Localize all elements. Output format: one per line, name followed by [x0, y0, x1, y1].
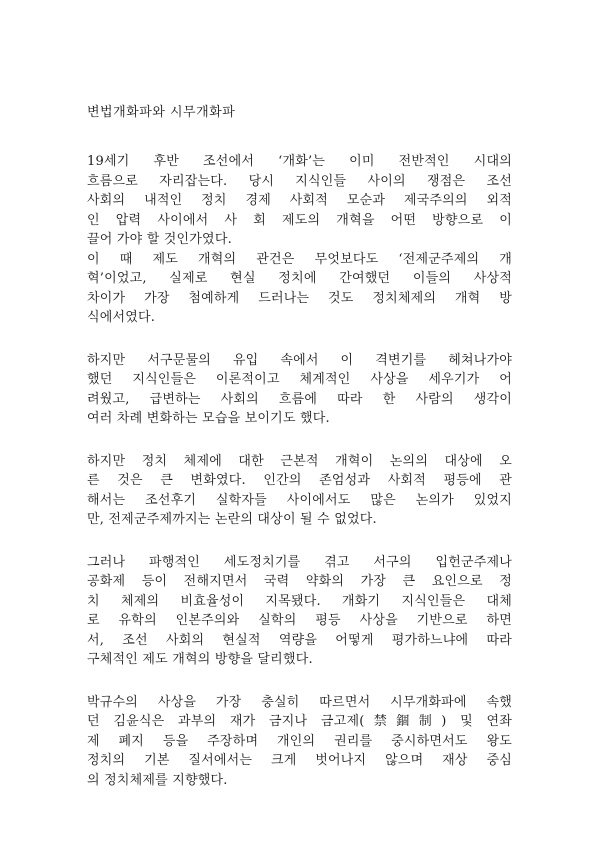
paragraph-2	[87, 351, 512, 429]
paragraph-line: 의 정치체제를 지향했다.	[87, 772, 228, 788]
paragraph-line: 흐름으로 자리잡는다. 당시 지식인들 사이의 쟁점은 조선	[87, 173, 512, 189]
paragraph-line: 사회의 내적인 정치 경제 사회적 모순과 제국주의의 외적	[87, 193, 512, 208]
document-body	[87, 152, 512, 813]
paragraph-line: 제 폐지 등을 주장하며 개인의 권리를 중시하면서도 왕도	[87, 733, 512, 749]
paragraph-line: 해서는 조선후기 실학자들 사이에서도 많은 논의가 있었지	[87, 492, 512, 508]
paragraph-line: 만, 전제군주제까지는 논란의 대상이 될 수 없었다.	[87, 512, 377, 527]
paragraph-line: 치 체제의 비효율성이 지목됐다. 개화기 지식인들은 대체	[87, 593, 512, 609]
paragraph-3	[87, 452, 512, 530]
paragraph-line: 정치의 기본 질서에서는 크게 벗어나지 않으며 재상 중심	[87, 753, 512, 768]
paragraph-line: 서, 조선 사회의 현실적 역량을 어떻게 평가하느냐에 따라	[87, 632, 512, 648]
paragraph-line: 했던 지식인들은 이론적이고 체계적인 사상을 세우기가 어	[87, 372, 512, 387]
document-title: 변법개화파와 시무개화파	[87, 105, 236, 120]
paragraph-5	[87, 693, 512, 791]
paragraph-line: 이 때 제도 개혁의 관건은 무엇보다도 ‘전제군주제의 개	[87, 251, 512, 267]
paragraph-line: 여러 차례 변화하는 모습을 보이기도 했다.	[87, 411, 330, 426]
paragraph-line: 혁’이었고, 실제로 현실 정치에 간여했던 이들의 사상적	[87, 271, 512, 286]
paragraph-line: 구체적인 제도 개혁의 방향을 달리했다.	[87, 652, 313, 667]
paragraph-line: 차이가 가장 첨예하게 드러나는 것도 정치체제의 개혁 방	[87, 290, 512, 306]
paragraph-line: 하지만 서구문물의 유입 속에서 이 격변기를 헤쳐나가야	[87, 352, 512, 368]
paragraph-line: 던 김윤식은 과부의 재가 금지나 금고제(禁錮制) 및 연좌	[87, 714, 512, 729]
paragraph-line: 른 것은 큰 변화였다. 인간의 존엄성과 사회적 평등에 관	[87, 473, 512, 488]
paragraph-line: 박규수의 사상을 가장 충실히 따르면서 시무개화파에 속했	[87, 694, 512, 710]
paragraph-1	[87, 152, 512, 328]
paragraph-line: 려웠고, 급변하는 사회의 흐름에 따라 한 사람의 생각이	[87, 391, 512, 407]
paragraph-line: 로 유학의 인본주의와 실학의 평등 사상을 기반으로 하면	[87, 613, 512, 628]
paragraph-4	[87, 553, 512, 670]
paragraph-line: 그러나 파행적인 세도정치기를 겪고 서구의 입헌군주제나	[87, 554, 512, 570]
paragraph-line: 인 압력 사이에서 사 회 제도의 개혁을 어떤 방향으로 이	[87, 212, 512, 228]
paragraph-line: 하지만 정치 체제에 대한 근본적 개혁이 논의의 대상에 오	[87, 453, 512, 469]
paragraph-line: 공화제 등이 전해지면서 국력 약화의 가장 큰 요인으로 정	[87, 574, 512, 589]
paragraph-line: 식에서였다.	[87, 310, 156, 325]
paragraph-line: 끌어 가야 할 것인가였다.	[87, 232, 232, 247]
paragraph-line: 19세기 후반 조선에서 ‘개화’는 이미 전반적인 시대의	[87, 154, 512, 169]
